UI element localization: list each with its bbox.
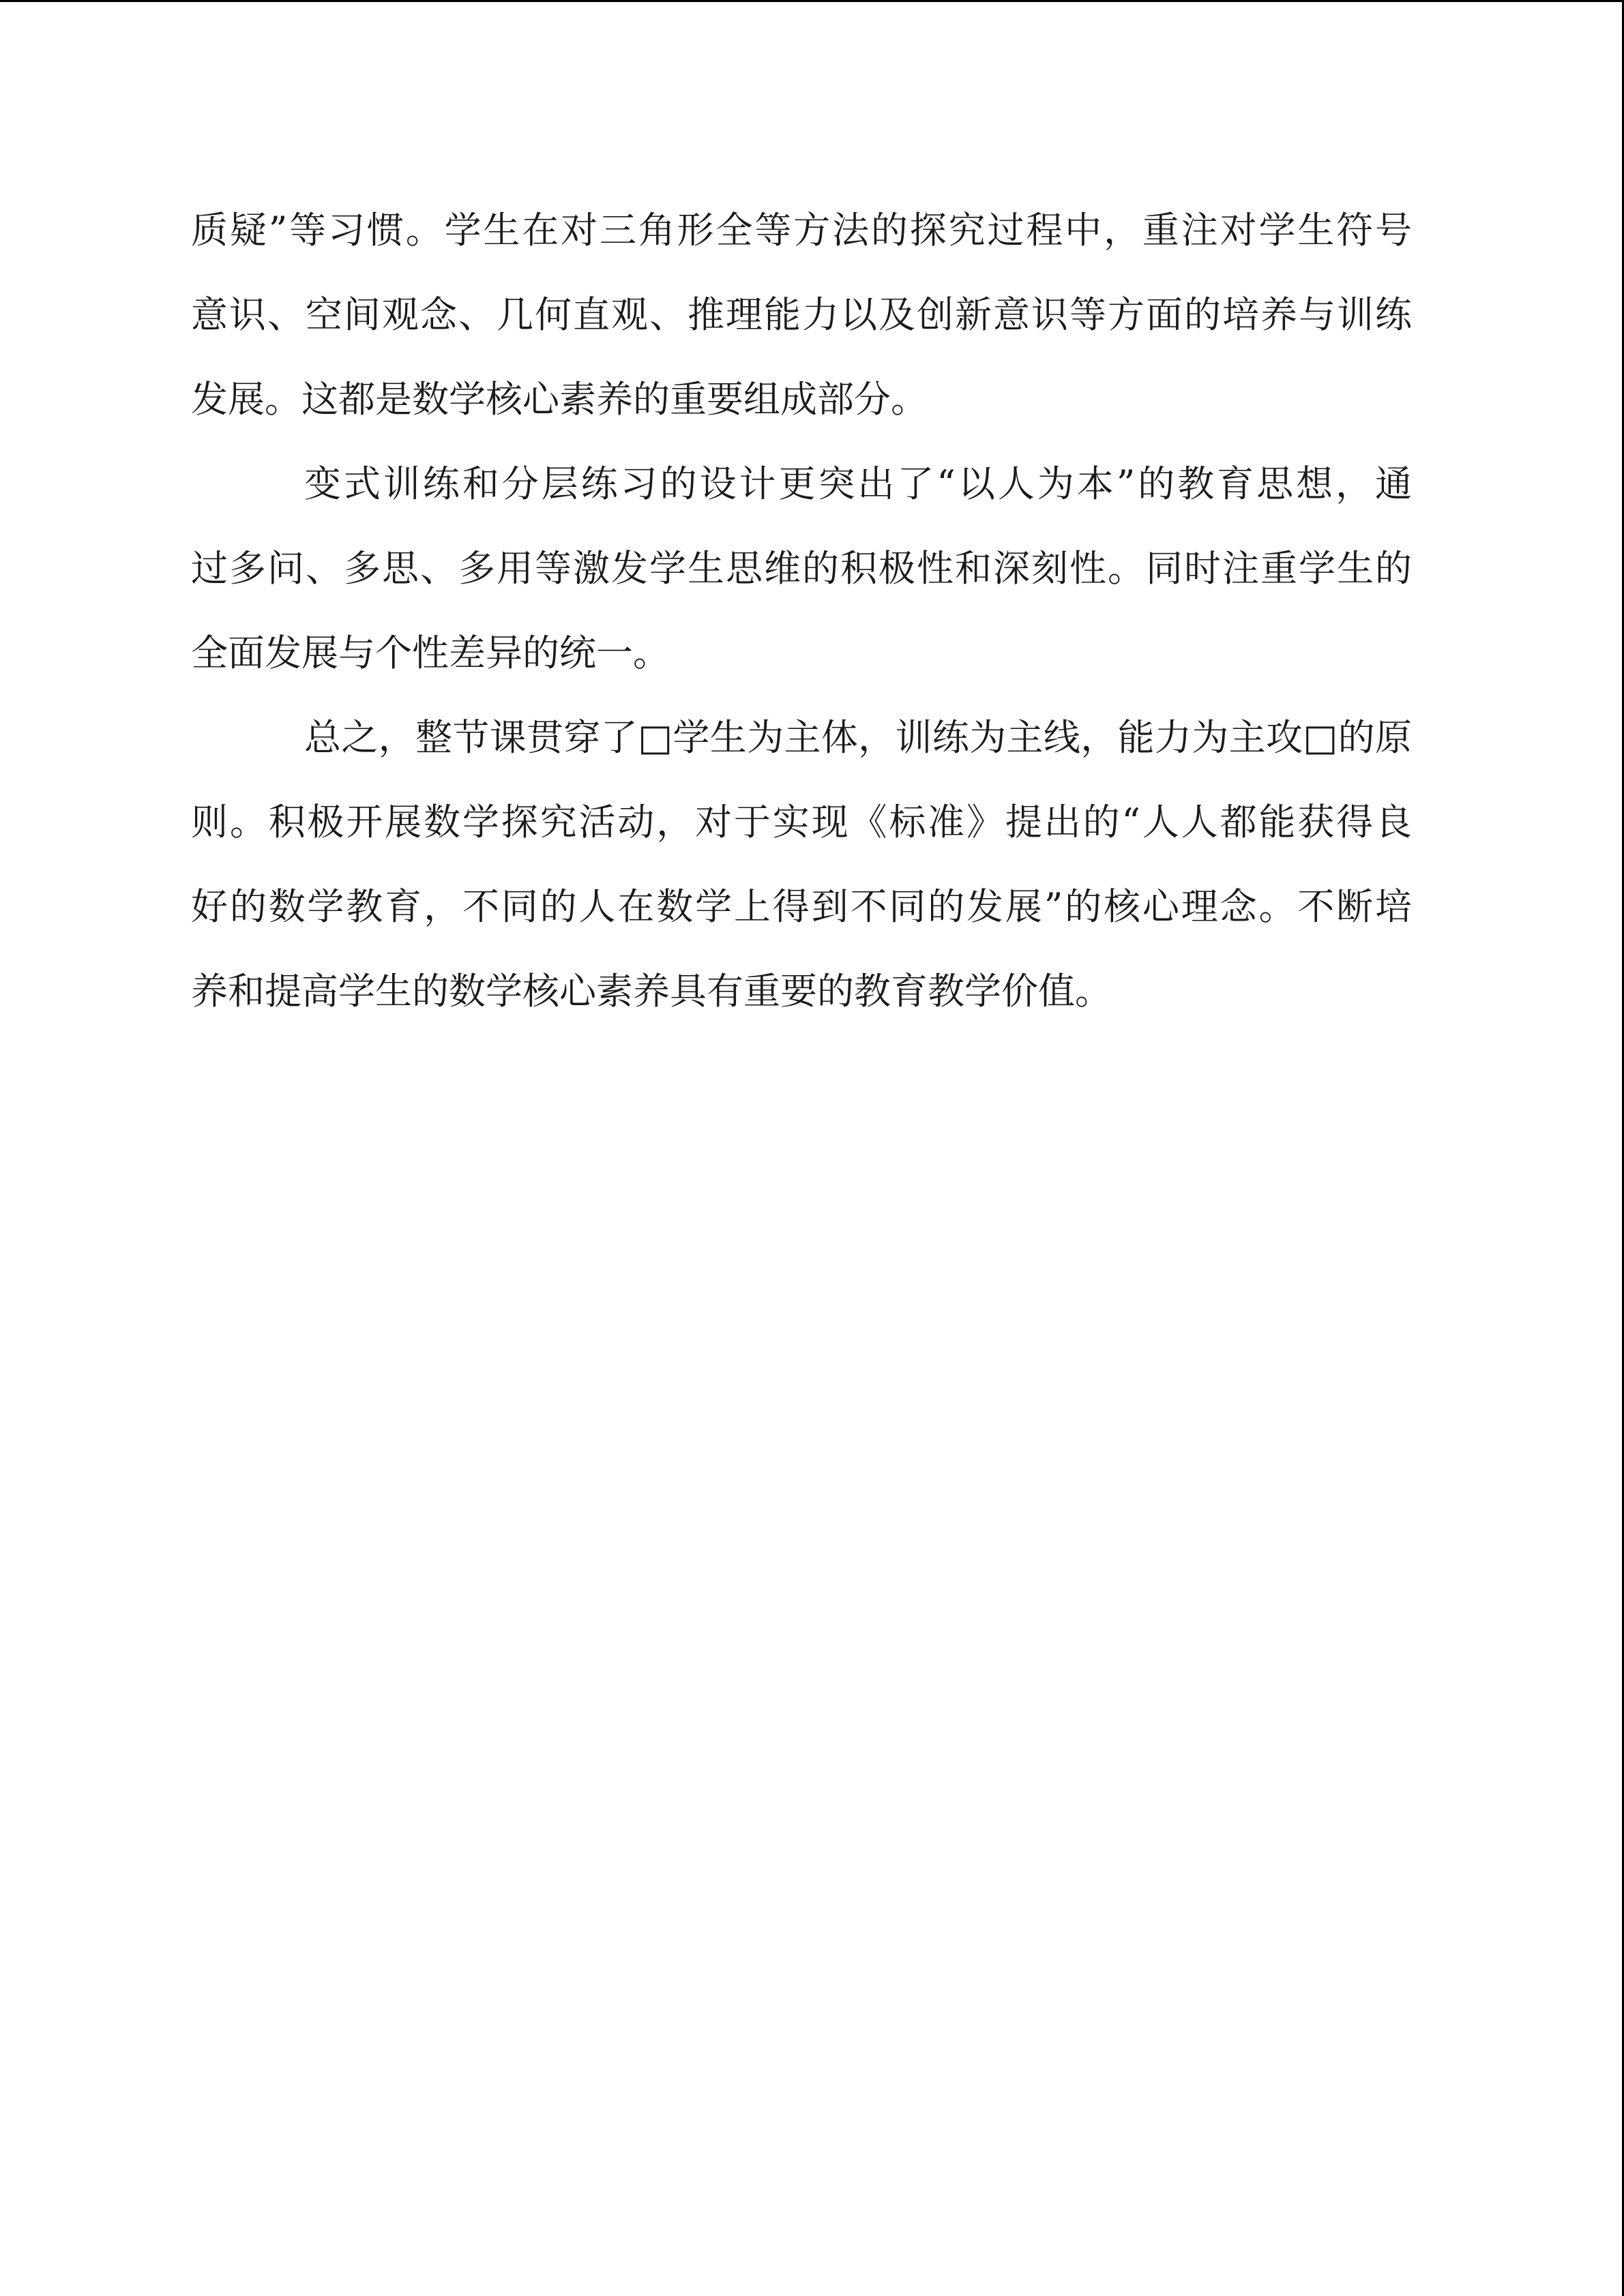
paragraph-line: 过多问、多思、多用等激发学生思维的积极性和深刻性。同时注重学生的 [191,547,1412,590]
paragraph-line: 总之，整节课贯穿了□学生为主体，训练为主线，能力为主攻□的原 [304,716,1412,759]
paragraph-line: 变式训练和分层练习的设计更突出了“以人为本”的教育思想，通 [304,462,1412,505]
paragraph-line: 质疑”等习惯。学生在对三角形全等方法的探究过程中，重注对学生符号 [191,209,1412,252]
paragraph-line: 好的数学教育，不同的人在数学上得到不同的发展”的核心理念。不断培 [191,885,1412,928]
paragraph-line: 全面发展与个性差异的统一。 [191,631,670,674]
paragraph-line: 发展。这都是数学核心素养的重要组成部分。 [191,378,928,421]
paragraph-line: 养和提高学生的数学核心素养具有重要的教育教学价值。 [191,970,1112,1013]
paragraph-line: 意识、空间观念、几何直观、推理能力以及创新意识等方面的培养与训练 [191,293,1412,336]
paragraph-line: 则。积极开展数学探究活动，对于实现《标准》提出的“人人都能获得良 [191,801,1412,844]
